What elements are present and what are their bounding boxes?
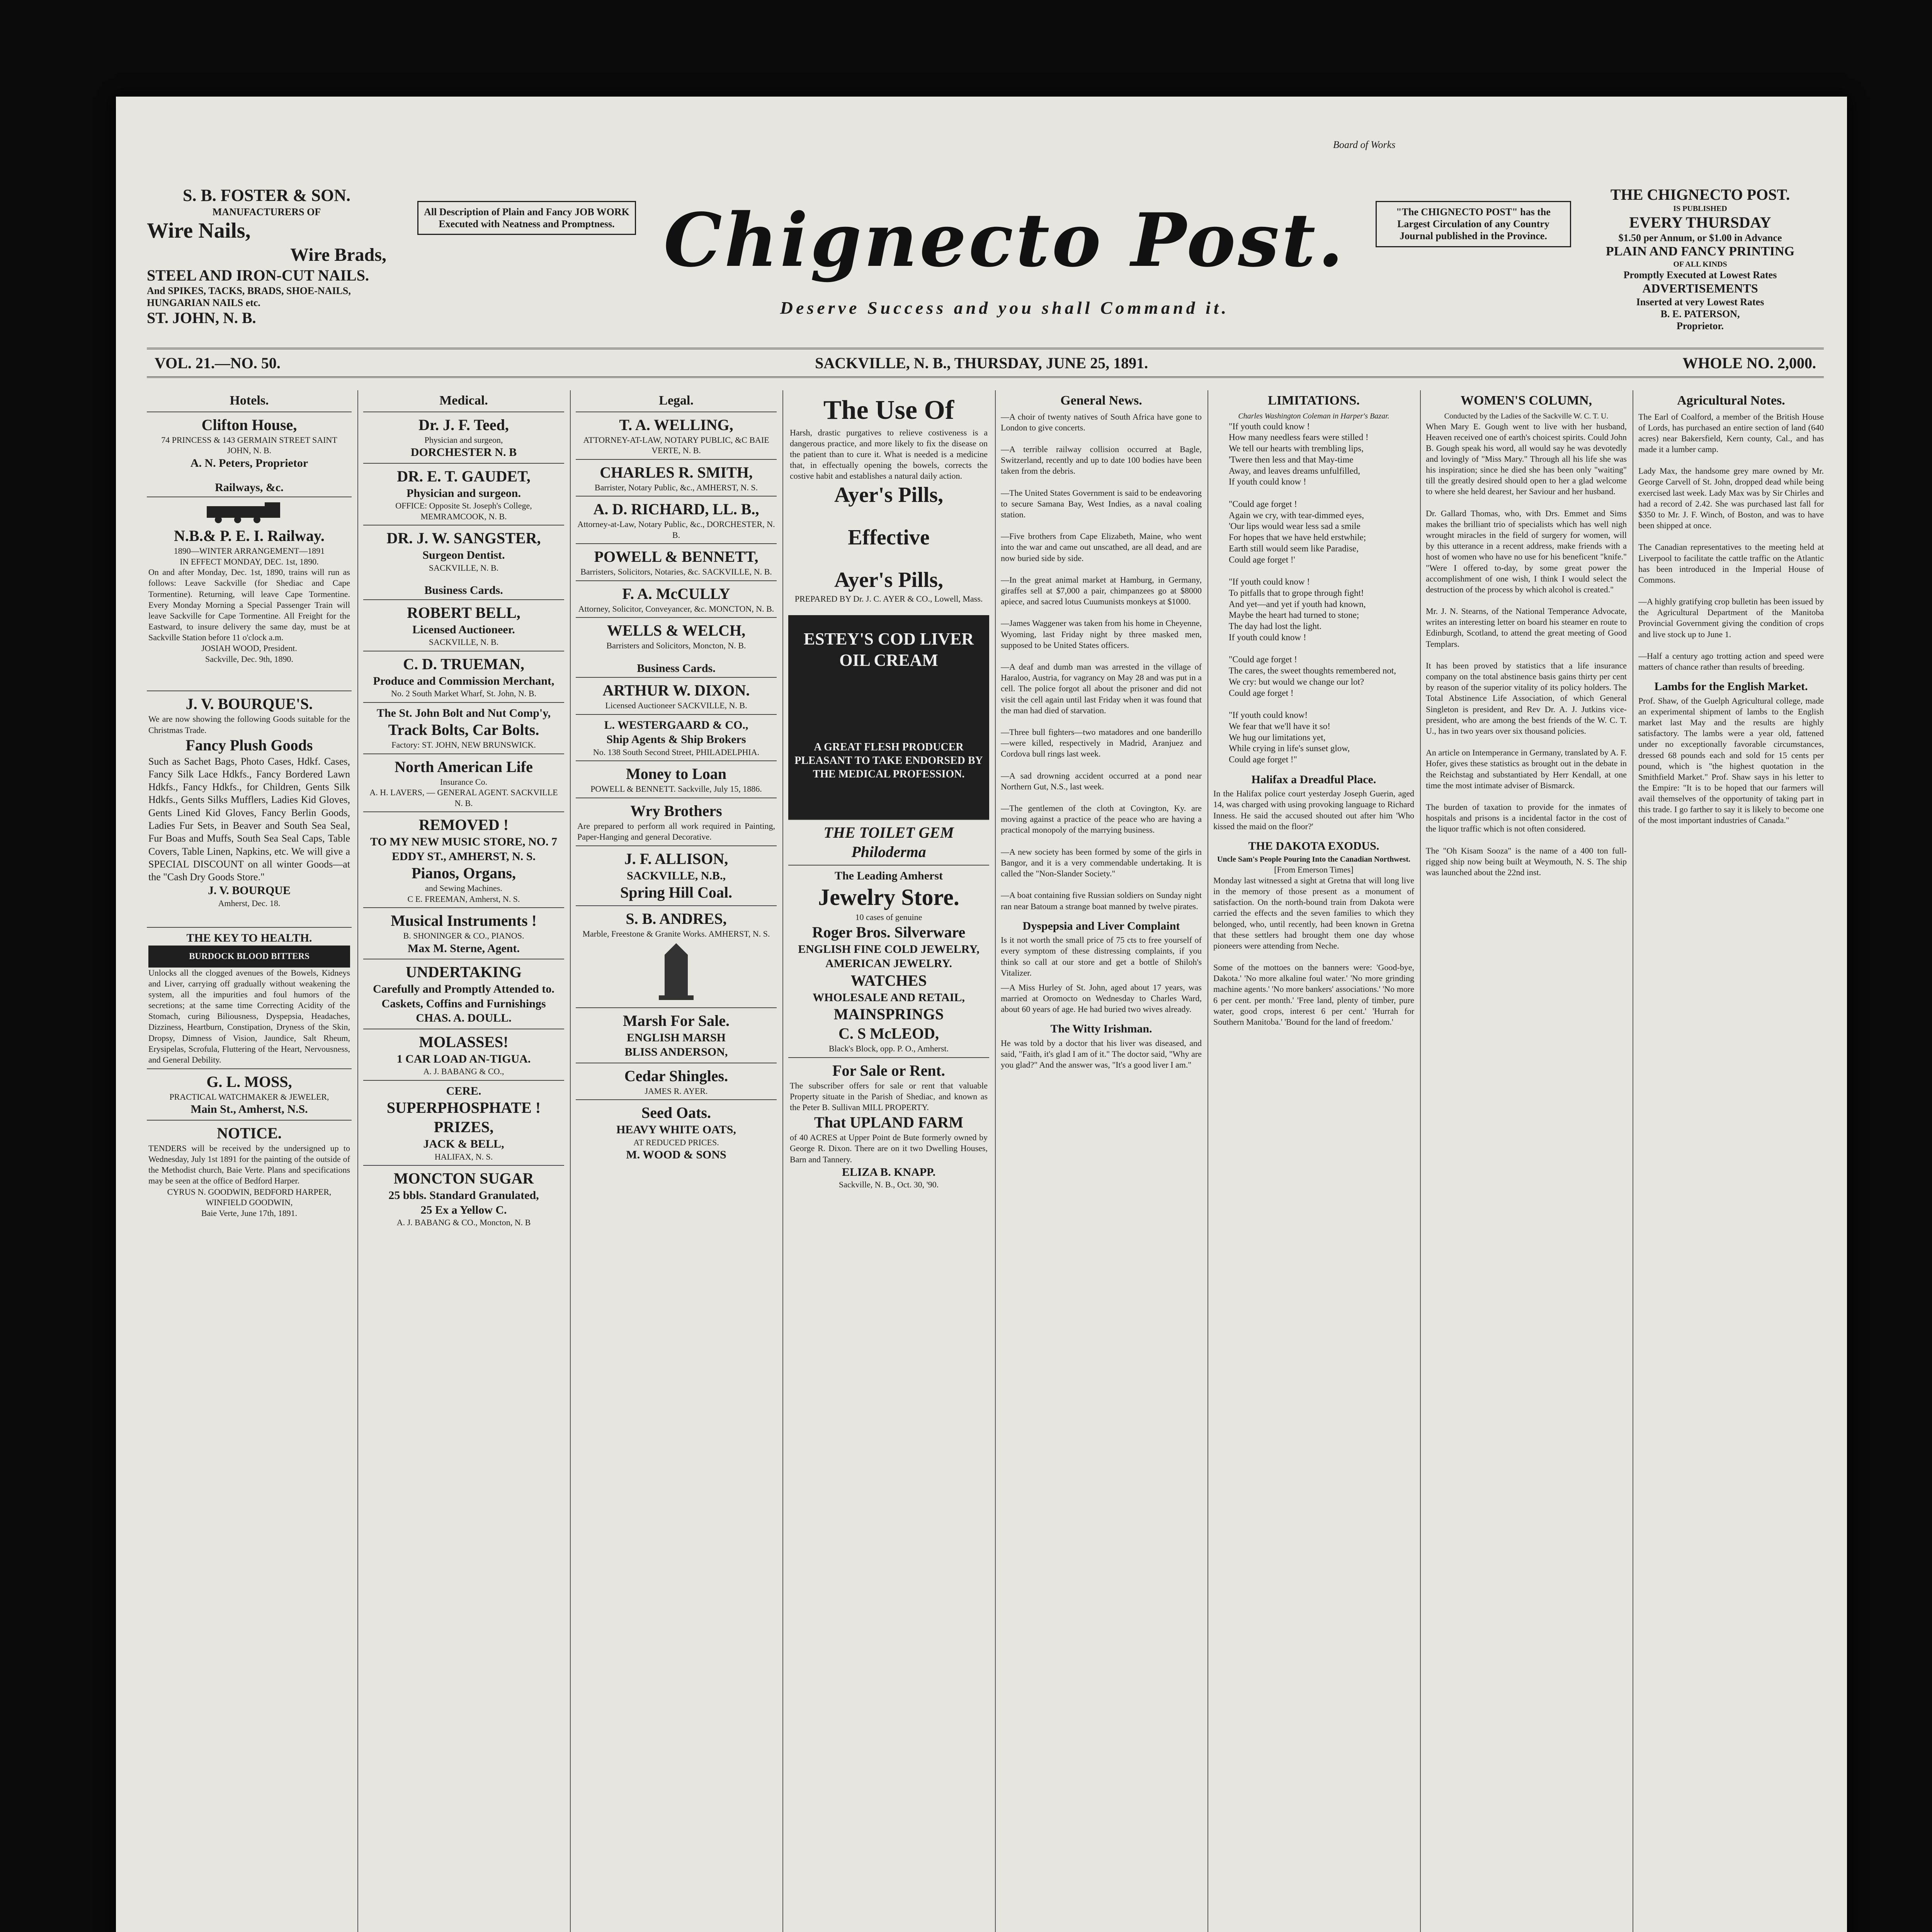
railway-text: On and after Monday, Dec. 1st, 1890, trains will run as follows: Leave Sackville (for Shediac and Cape Tormentine). Returning, will leave Cape Tormentine. Every Monday Morning a Special Passenger Train will leave Sackville for Cape Tormentine. All Freight for the Eastward, to insure delivery the same day, must be at Sackville Station before 11 o'clock a.m. bbox=[148, 567, 350, 643]
hotel-address: 74 PRINCESS & 143 GERMAIN STREET SAINT JOHN, N. B. bbox=[161, 435, 337, 455]
bell-sub: Licensed Auctioneer. bbox=[412, 623, 515, 636]
moncton-heading: MONCTON SUGAR bbox=[393, 1170, 534, 1187]
jewelry-head: The Leading Amherst bbox=[834, 869, 943, 882]
marsh-card bbox=[576, 1007, 777, 1063]
masthead-title: Chignecto Post. bbox=[663, 197, 1346, 283]
poem-byline: Charles Washington Coleman in Harper's Bazar. bbox=[1238, 412, 1389, 420]
right-ear-line9: B. E. PATERSON, bbox=[1660, 308, 1740, 320]
undertaking-heading: UNDERTAKING bbox=[405, 963, 522, 981]
right-ear-line1: IS PUBLISHED bbox=[1673, 204, 1727, 213]
oats-card bbox=[576, 1099, 777, 1165]
wells-sub: Barristers and Solicitors, Moncton, N. B. bbox=[606, 641, 746, 650]
foster-line2: Wire Nails, bbox=[147, 218, 251, 243]
burdock-banner: BURDOCK BLOOD BITTERS bbox=[148, 946, 350, 968]
poem-text: "If youth could know ! How many needless fears were stilled ! We tell our hearts with trembling lips, 'Twere then less and that May-time Away, and leaves dreams unfulfilled, If youth could know ! "Could age forget ! Again we cry, with tear-dimmed eyes, 'Our lips would wear less sad a smile For hopes that we have held erstwhile; Earth still would seem like Paradise, Could age forget !' "If youth could know ! To pitfalls that to grope through fight! And yet—and yet if youth had known, Maybe the heart had turned to stone; The day had lost the light. If youth could know ! "Could age forget ! The cares, the sweet thoughts remembered not, We cry: but would we change our lot? Could age forget ! "If youth could know! We fear that we'll have it so! We hug our limitations yet, While crying in life's sunset glow, Could age forget !" bbox=[1229, 421, 1396, 764]
moncton-sub2: 25 Ex a Yellow C. bbox=[420, 1203, 507, 1216]
gaudet-card bbox=[363, 463, 564, 525]
cedar-heading: Cedar Shingles. bbox=[624, 1067, 728, 1085]
farm-text: of 40 ACRES at Upper Point de Bute formerly owned by George R. Dixon. There are on it two Dwelling Houses, Barn and Tannery. bbox=[790, 1133, 988, 1164]
shingles-card bbox=[576, 1063, 777, 1100]
marsh-heading: Marsh For Sale. bbox=[623, 1012, 730, 1029]
notice-date: Baie Verte, June 17th, 1891. bbox=[201, 1208, 298, 1218]
cere-line: CERE. bbox=[446, 1084, 481, 1097]
job-work-notice: All Description of Plain and Fancy JOB WORK Executed with Neatness and Promptness. bbox=[417, 201, 636, 235]
plush-heading: Fancy Plush Goods bbox=[185, 736, 313, 754]
powell-name: POWELL & BENNETT, bbox=[594, 548, 759, 565]
oats-sub: AT REDUCED PRICES. bbox=[633, 1137, 719, 1147]
andres-card bbox=[576, 905, 777, 1007]
welling-card bbox=[576, 412, 777, 459]
bolt-sub: Track Bolts, Car Bolts. bbox=[388, 721, 539, 738]
molasses-card bbox=[363, 1029, 564, 1080]
locomotive-icon bbox=[199, 500, 299, 524]
whole-number: WHOLE NO. 2,000. bbox=[1682, 354, 1816, 372]
board-of-works-note: Board of Works bbox=[1333, 139, 1396, 150]
railways-heading: Railways, &c. bbox=[215, 481, 284, 494]
sangster-name: DR. J. W. SANGSTER, bbox=[386, 529, 541, 547]
hurley-text: —A Miss Hurley of St. John, aged about 17 years, was married at Oromocto on Wednesday to Charles Ward, about 60 years of age. He had buried two wives already. bbox=[1001, 982, 1202, 1014]
philoderma-ad bbox=[788, 819, 989, 865]
right-ear-line4: PLAIN AND FANCY PRINTING bbox=[1605, 244, 1795, 259]
masthead-motto: Deserve Success and you shall Command it. bbox=[780, 298, 1230, 318]
richard-name: A. D. RICHARD, LL. B., bbox=[593, 500, 759, 518]
andres-name: S. B. ANDRES, bbox=[626, 910, 727, 928]
dateline-bar bbox=[147, 348, 1824, 378]
railway-effect: IN EFFECT MONDAY, DEC. 1st, 1890. bbox=[180, 556, 319, 566]
jack-bell: JACK & BELL, bbox=[423, 1138, 504, 1150]
life-sub: Insurance Co. bbox=[440, 777, 488, 787]
right-ear-line10: Proprietor. bbox=[1676, 320, 1724, 332]
moss-address: Main St., Amherst, N.S. bbox=[190, 1103, 308, 1116]
teed-card bbox=[363, 412, 564, 463]
effective-heading: Effective bbox=[848, 526, 930, 550]
dakota-text: Monday last witnessed a sight at Gretna that will long live in the memory of those present as a monument of satisfaction. On the north-bound train from Dakota were carried the effects and the seven families to which they belonged, who, until recently, had been known in Gretna that these settlers had brought them one day whose pioneers were attending from Neche. Some of the mottoes on the banners were: 'Good-bye, Dakota.' 'No more alkaline foul water.' 'No more grinding machine agents.' 'No more bankers' associations.' 'No more 6 per cent. per month.' 'Free land, plenty of timber, pure water, good crops, interest 6 per cent.' 'Hurrah for Southern Manitoba.' 'Bound for the land of freedom.' bbox=[1213, 875, 1414, 1027]
use-of-heading: The Use Of bbox=[823, 395, 954, 425]
mccully-card bbox=[576, 580, 777, 617]
life-card bbox=[363, 753, 564, 812]
trueman-sub: Produce and Commission Merchant, bbox=[373, 674, 554, 687]
notice-ad bbox=[147, 1120, 352, 1221]
column-rule bbox=[995, 390, 996, 1932]
westergaard-sub: Ship Agents & Ship Brokers bbox=[606, 733, 746, 746]
right-ear-line2: EVERY THURSDAY bbox=[1629, 214, 1771, 231]
agricultural-text: The Earl of Coalford, a member of the British House of Lords, has purchased an entire section of land (640 acres) near Bakersfield, Kern county, Cal., and has made it a lumber camp. Lady Max, the handsome grey mare owned by Mr. George Carvell of St. John, dropped dead while being exercised last week. Lady Max was by Sir Chirles and had a record of 2.42. She was purchased last fall for $350 to Mr. J. F. Winch, of Boston, and was to have been shipped at once. The Canadian representatives to the meeting held at Liverpool to facilitate the cattle traffic on the Atlantic has been introduced in the Imperial House of Commons. —A highly gratifying crop bulletin has been issued by the Agricultural Department of the Manitoba Provincial Government giving the condition of crops and live stock up to June 1. —Half a century ago trotting action and speed were matters of chance rather than results of breeding. bbox=[1638, 412, 1824, 672]
watches-sub: WHOLESALE AND RETAIL, bbox=[813, 991, 965, 1004]
moncton-sign: A. J. BABANG & CO., Moncton, N. B bbox=[396, 1218, 531, 1227]
dixon-name: ARTHUR W. DIXON. bbox=[602, 682, 750, 699]
sale-heading: For Sale or Rent. bbox=[832, 1061, 945, 1079]
money-sub: POWELL & BENNETT. Sackville, July 15, 1886. bbox=[590, 784, 762, 794]
dixon-sub: Licensed Auctioneer SACKVILLE, N. B. bbox=[605, 701, 747, 710]
notice-heading: NOTICE. bbox=[217, 1124, 282, 1142]
halifax-heading: Halifax a Dreadful Place. bbox=[1251, 773, 1376, 786]
monument-icon bbox=[653, 939, 699, 1001]
business-cards-heading: Business Cards. bbox=[424, 584, 503, 597]
removed-heading: REMOVED ! bbox=[418, 816, 509, 833]
hotel-name: Clifton House, bbox=[201, 416, 297, 434]
mccully-sub: Attorney, Solicitor, Conveyancer, &c. MONCTON, N. B. bbox=[578, 604, 774, 614]
dakota-heading: THE DAKOTA EXODUS. bbox=[1248, 839, 1379, 852]
right-ear-line7: ADVERTISEMENTS bbox=[1642, 281, 1758, 296]
right-ear-line5: OF ALL KINDS bbox=[1673, 260, 1727, 269]
womens-heading: WOMEN'S COLUMN, bbox=[1461, 393, 1592, 408]
bliss-anderson: BLISS ANDERSON, bbox=[624, 1046, 728, 1059]
knapp-sign: ELIZA B. KNAPP. bbox=[842, 1165, 936, 1179]
column-5-general-news bbox=[1001, 390, 1202, 1932]
foster-firm: S. B. FOSTER & SON. bbox=[183, 186, 350, 205]
health-heading: THE KEY TO HEALTH. bbox=[186, 932, 312, 945]
column-6-limitations bbox=[1213, 390, 1414, 1932]
mccully-name: F. A. McCULLY bbox=[622, 585, 730, 602]
jewelry-title: Jewelry Store. bbox=[818, 884, 959, 910]
foster-line1: MANUFACTURERS OF bbox=[212, 206, 321, 218]
lambs-text: Prof. Shaw, of the Guelph Agricultural college, made an experimental shipment of lambs to the English market last May and the results are highly satisfactory. The lambs were a year old, fattened under no exceptionally favorable circumstances, dressed 68 pounds each and sold for 15 cents per pound, which is "the highest quotation in the Smithfield Market." Prof. Shaw says in his letter to the Empire: "It is to be hoped that our farmers will avail themselves of the opportunity of taking part in this trade. I go farther to say it is likely to become one of the most important industries of Canada." bbox=[1638, 696, 1824, 825]
jack-place: HALIFAX, N. S. bbox=[434, 1151, 493, 1162]
burdock-ad bbox=[147, 927, 352, 1068]
moss-title: PRACTICAL WATCHMAKER & JEWELER, bbox=[169, 1092, 329, 1102]
smith-name: CHARLES R. SMITH, bbox=[600, 463, 753, 481]
andres-sub: Marble, Freestone & Granite Works. AMHERST, N. S. bbox=[582, 929, 770, 939]
mcleod-name: C. S McLEOD, bbox=[838, 1025, 939, 1043]
womens-text: When Mary E. Gough went to live with her husband, Heaven received one of earth's choicest spirits. Could John B. Gough speak his word, all would say he was devotedly and lovingly of "Miss Mary." Through all his life she was his inspiration; since he died she has been only "waiting" till the greatly desired should open to her a glad welcome to where she held dearest, her Saviour and her husband. Dr. Gallard Thomas, who, with Drs. Emmet and Sims makes the brilliant trio of specialists which has well nigh wrought miracles in the field of surgery for women, will by this utterance in a recent address, make friends with a host of women who have no use for his beneficent "knife." "Were I offered to-day, by some great power the accomplishment of one wish, I think I would select the destruction of the process by which alcohol is created." Mr. J. N. Stearns, of the National Temperance Advocate, writes an interesting letter on board his steamer en route to Edinburgh, Scotland, to attend the great meeting of Good Templars. It has been proved by statistics that a life insurance company on the total abstinence basis gains thirty per cent by reason of the superior vitality of its policy holders. The Total Abstinence Life Association, of which General Singleton is president, and Rev Dr. A. J. Jutkins vice-president, who are among the best friends of the W. C. T. U., has in two years over six thousand policies. An article on Intemperance in Germany, translated by A. F. Hofer, gives these statistics as brought out in the debate in the Reichstag and substantiated by Herr Kendall, at one time the most intimate adviser of Bismarck. The burden of taxation to provide for the inmates of hospitals and prisons is a incidental factor in the cost of the liquor traffic which is not often considered. The "Oh Kisam Sooza" is the name of a 400 ton full-rigged ship now being built at Weymouth, N. S. The ship was launched about the 22nd inst. bbox=[1426, 421, 1627, 877]
plush-text: Such as Sachet Bags, Photo Cases, Hdkf. Cases, Fancy Silk Lace Hdkfs., Fancy Bordered Lawn Hdkfs., Fancy Hdkfs., for Children, Gents Silk Hdkfs., Gents Silks Mufflers, Ladies Kid Gloves, Gents Lined Kid Gloves, Fancy Berlin Goods, Ladies Fur Sets, in Beaver and South Sea Seal, Fur Boas and Muffs, South Sea Seal Caps, Table Covers, Table Linen, Napkins, etc. We will give a SPECIAL DISCOUNT on all winter Goods—at the "Cash Dry Goods Store." bbox=[148, 755, 350, 883]
sangster-card bbox=[363, 525, 564, 576]
jewelry-store-ad bbox=[788, 865, 989, 1057]
music-heading: Musical Instruments ! bbox=[391, 912, 537, 929]
english-marsh: ENGLISH MARSH bbox=[627, 1031, 726, 1044]
mainsprings-heading: MAINSPRINGS bbox=[833, 1005, 944, 1023]
bourque-name: J. V. BOURQUE'S. bbox=[185, 695, 313, 713]
shoninger-line: B. SHONINGER & CO., PIANOS. bbox=[403, 931, 524, 940]
business-cards-heading: Business Cards. bbox=[637, 662, 716, 675]
sale-rent-ad bbox=[788, 1057, 989, 1193]
teed-sub: Physician and surgeon, bbox=[424, 435, 503, 445]
superphosphate-card bbox=[363, 1080, 564, 1165]
dixon-card bbox=[576, 677, 777, 714]
life-agent: A. H. LAVERS, — GENERAL AGENT. SACKVILLE N. B. bbox=[369, 787, 558, 808]
ayer-sign: JAMES R. AYER. bbox=[645, 1086, 708, 1096]
dakota-source: [From Emerson Times] bbox=[1274, 865, 1354, 875]
sale-text: The subscriber offers for sale or rent that valuable Property situate in the Parish of Shediac, and known as the Peter B. Sullivan MILL PROPERTY. bbox=[790, 1080, 988, 1112]
pills-heading-2: Ayer's Pills, bbox=[834, 568, 944, 592]
volume-number: VOL. 21.—NO. 50. bbox=[155, 354, 281, 372]
left-ear-advert bbox=[147, 185, 386, 327]
ayers-pills-ad bbox=[788, 390, 989, 607]
right-ear-line6: Promptly Executed at Lowest Rates bbox=[1623, 269, 1777, 281]
sangster-place: SACKVILLE, N. B. bbox=[429, 563, 499, 573]
railway-ad bbox=[147, 497, 352, 668]
right-ear-title: THE CHIGNECTO POST. bbox=[1610, 186, 1790, 203]
money-card bbox=[576, 760, 777, 798]
westergaard-card bbox=[576, 714, 777, 761]
moncton-sugar-card bbox=[363, 1165, 564, 1231]
gaudet-name: DR. E. T. GAUDET, bbox=[397, 467, 531, 485]
music-card bbox=[363, 907, 564, 959]
allison-card bbox=[576, 845, 777, 906]
caskets-line: Caskets, Coffins and Furnishings bbox=[381, 997, 546, 1010]
moss-ad bbox=[147, 1068, 352, 1120]
pianos-heading: Pianos, Organs, bbox=[411, 864, 516, 882]
general-news-text: —A choir of twenty natives of South Africa have gone to London to give concerts. —A terrible railway collision occurred at Bagle, Switzerland, recently and up to date 100 bodies have been taken from the debris. —The United States Government is said to be endeavoring to secure Samana Bay, West Indies, as a naval coaling station. —Five brothers from Cape Elizabeth, Maine, who went into the war and came out unscathed, are all dead, and are now buried side by side. —In the great animal market at Hamburg, in Germany, giraffes sell at $7,000 a pair, chimpanzees go at $8000 apiece, and sacred lotus Cuumunists monkeys at $1000. —James Waggener was taken from his home in Cheyenne, Wyoming, last Friday night by three masked men, supposed to be United States officers. —A deaf and dumb man was arrested in the village of Haraloo, Austria, for vagrancy on May 28 and was put in a cell. The police forgot all about the prisoner and did not visit the cell again until last Friday when it was found that the man had died of starvation. —Three bull fighters—two matadores and one banderillo—were killed, respectively in Madrid, Aranjuez and Cordova bull rings last week. —A sad drowning accident occurred at a pond near Northern Gut, N.S., last week. —The gentlemen of the cloth at Covington, Ky. are moving against a practice of the peace who are having a practical monopoly of the marrying business. —A new society has been formed by some of the girls in Bangor, and it is a very commendable undertaking. It is called the "Non-Slander Society." —A boat containing five Russian soldiers on Sunday night ran near Batoum a strange boat manned by twelve pirates. bbox=[1001, 412, 1202, 911]
allison-sub: SACKVILLE, N.B., bbox=[627, 869, 726, 882]
railway-sign: JOSIAH WOOD, President. bbox=[201, 643, 297, 653]
trueman-address: No. 2 South Market Wharf, St. John, N. B. bbox=[391, 689, 537, 698]
wry-card bbox=[576, 798, 777, 845]
column-rule bbox=[782, 390, 783, 1932]
bolt-name: The St. John Bolt and Nut Comp'y, bbox=[376, 706, 551, 719]
sangster-sub: Surgeon Dentist. bbox=[422, 549, 505, 561]
right-ear-advert bbox=[1580, 185, 1820, 332]
philoderma-title: THE TOILET GEM Philoderma bbox=[823, 823, 954, 861]
mcleod-sub: Black's Block, opp. P. O., Amherst. bbox=[828, 1044, 949, 1054]
teed-name: Dr. J. F. Teed, bbox=[418, 416, 509, 434]
limitations-heading: LIMITATIONS. bbox=[1268, 393, 1360, 408]
wells-name: WELLS & WELCH, bbox=[607, 622, 746, 639]
rogers-line: Roger Bros. Silverware bbox=[812, 923, 966, 941]
column-8-agricultural bbox=[1638, 390, 1824, 1932]
allison-name: J. F. ALLISON, bbox=[624, 850, 728, 867]
legal-heading: Legal. bbox=[659, 393, 694, 408]
column-3-adverts bbox=[576, 390, 777, 1932]
coal-heading: Spring Hill Coal. bbox=[620, 884, 733, 901]
hotels-heading: Hotels. bbox=[230, 393, 269, 408]
right-ear-line3: $1.50 per Annum, or $1.00 in Advance bbox=[1618, 232, 1782, 243]
bolt-card bbox=[363, 702, 564, 753]
bell-name: ROBERT BELL, bbox=[407, 604, 520, 621]
doull-sign: CHAS. A. DOULL. bbox=[416, 1012, 512, 1024]
column-2-adverts bbox=[363, 390, 564, 1932]
powell-card bbox=[576, 543, 777, 580]
railway-schedule: 1890—WINTER ARRANGEMENT—1891 bbox=[173, 546, 325, 556]
railway-date: Sackville, Dec. 9th, 1890. bbox=[205, 654, 293, 664]
farm-heading: That UPLAND FARM bbox=[814, 1114, 963, 1131]
circulation-notice: "The CHIGNECTO POST" has the Largest Circulation of any Country Journal published in the Province. bbox=[1376, 201, 1571, 247]
column-rule bbox=[1420, 390, 1421, 1932]
wells-card bbox=[576, 617, 777, 654]
bolt-address: Factory: ST. JOHN, NEW BRUNSWICK. bbox=[391, 740, 536, 750]
bourque-place: Amherst, Dec. 18. bbox=[218, 898, 281, 908]
westergaard-address: No. 138 South Second Street, PHILADELPHIA. bbox=[593, 747, 760, 757]
powell-sub: Barristers, Solicitors, Notaries, &c. SACKVILLE, N. B. bbox=[580, 567, 772, 577]
watches-heading: WATCHES bbox=[850, 971, 927, 989]
lambs-heading: Lambs for the English Market. bbox=[1654, 680, 1808, 693]
bourque-text: We are now showing the following Goods suitable for the Christmas Trade. bbox=[148, 714, 350, 735]
wry-heading: Wry Brothers bbox=[630, 802, 722, 820]
pills-heading: Ayer's Pills, bbox=[834, 483, 944, 507]
seed-heading: Seed Oats. bbox=[641, 1104, 711, 1122]
molasses-heading: MOLASSES! bbox=[419, 1033, 509, 1051]
superphosphate-heading: SUPERPHOSPHATE ! bbox=[386, 1099, 541, 1116]
removed-card bbox=[363, 811, 564, 907]
foster-line4: STEEL AND IRON-CUT NAILS. bbox=[147, 266, 369, 284]
hotel-proprietor: A. N. Peters, Proprietor bbox=[190, 456, 308, 469]
teed-place: DORCHESTER N. B bbox=[410, 446, 517, 459]
life-name: North American Life bbox=[395, 758, 533, 776]
sterne-agent: Max M. Sterne, Agent. bbox=[408, 942, 520, 955]
richard-card bbox=[576, 496, 777, 543]
estey-cod-liver-oil-ad bbox=[788, 615, 989, 819]
halifax-text: In the Halifax police court yesterday Joseph Guerin, aged 14, was charged with using provoking language to Richard Inness. He said the accused shouted out after him 'Who kissed the maid on the floor?' bbox=[1213, 789, 1414, 831]
smith-sub: Barrister, Notary Public, &c., AMHERST, N. S. bbox=[594, 482, 758, 492]
gaudet-office: OFFICE: Opposite St. Joseph's College, MEMRAMCOOK, N. B. bbox=[395, 501, 532, 521]
notice-text: TENDERS will be received by the undersigned up to Wednesday, July 1st 1891 for the painting of the outside of the Methodist church, Baie Verte. Plans and specifications may be seen at the office of Bedford Harper. bbox=[148, 1143, 350, 1186]
agricultural-heading: Agricultural Notes. bbox=[1677, 393, 1785, 408]
masthead-area bbox=[116, 97, 1847, 375]
column-rule bbox=[570, 390, 571, 1932]
foster-line6: ST. JOHN, N. B. bbox=[147, 309, 256, 327]
oats-line: HEAVY WHITE OATS, bbox=[616, 1123, 736, 1136]
trueman-name: C. D. TRUEMAN, bbox=[403, 655, 524, 673]
gaudet-sub: Physician and surgeon. bbox=[406, 486, 521, 500]
freeman-sign: C E. FREEMAN, Amherst, N. S. bbox=[407, 894, 520, 904]
estey-title: ESTEY'S COD LIVER OIL CREAM bbox=[803, 629, 974, 670]
railway-name: N.B.& P. E. I. Railway. bbox=[174, 527, 325, 545]
dyspepsia-heading: Dyspepsia and Liver Complaint bbox=[1022, 919, 1180, 932]
clifton-house-ad bbox=[147, 412, 352, 474]
trueman-card bbox=[363, 651, 564, 702]
bourque-ad bbox=[147, 690, 352, 912]
issue-date: SACKVILLE, N. B., THURSDAY, JUNE 25, 1891. bbox=[815, 354, 1148, 372]
moss-name: G. L. MOSS, bbox=[206, 1073, 292, 1090]
dyspepsia-text: Is it not worth the small price of 75 cts to free yourself of every symptom of these distressing complaints, if you think so call at our store and get a bottle of Shiloh's Vitalizer. bbox=[1001, 935, 1202, 978]
knapp-date: Sackville, N. B., Oct. 30, '90. bbox=[838, 1180, 939, 1190]
dakota-subheading: Uncle Sam's People Pouring Into the Canadian Northwest. bbox=[1217, 855, 1410, 864]
womens-byline: Conducted by the Ladies of the Sackville W. C. T. U. bbox=[1444, 412, 1609, 420]
babang-sign: A. J. BABANG & CO., bbox=[423, 1066, 504, 1076]
moncton-sub: 25 bbls. Standard Granulated, bbox=[388, 1189, 539, 1202]
bell-place: SACKVILLE, N. B. bbox=[429, 637, 499, 647]
estey-sub: A GREAT FLESH PRODUCER PLEASANT TO TAKE ENDORSED BY THE MEDICAL PROFESSION. bbox=[794, 741, 983, 780]
burdock-text: Unlocks all the clogged avenues of the Bowels, Kidneys and Liver, carrying off gradually without weakening the system, all the impurities and foul humors of the secretions; at the same time Correcting Acidity of the Stomach, curing Biliousness, Dyspepsia, Headaches, Dizziness, Heartburn, Constipation, Dryness of the Skin, Dropsy, Dimness of Vision, Jaundice, Salt Rheum, Erysipelas, Scrofula, Fluttering of the Heart, Nervousness, and General Debility. bbox=[148, 968, 350, 1065]
welling-name: T. A. WELLING, bbox=[619, 416, 733, 434]
column-7-womens bbox=[1426, 390, 1627, 1932]
column-4-adverts bbox=[788, 390, 989, 1932]
undertaking-card bbox=[363, 959, 564, 1029]
cases-line: 10 cases of genuine bbox=[855, 912, 922, 922]
foster-line5: And SPIKES, TACKS, BRADS, SHOE-NAILS, HUNGARIAN NAILS etc. bbox=[147, 285, 351, 308]
westergaard-name: L. WESTERGAARD & CO., bbox=[604, 718, 748, 731]
prepared-by: PREPARED BY Dr. J. C. AYER & CO., Lowell, Mass. bbox=[794, 594, 983, 604]
undertaking-sub: Carefully and Promptly Attended to. bbox=[373, 983, 554, 995]
welling-sub: ATTORNEY-AT-LAW, NOTARY PUBLIC, &C BAIE VERTE, N. B. bbox=[583, 435, 769, 455]
foster-line3: Wire Brads, bbox=[290, 245, 386, 265]
use-of-text: Harsh, drastic purgatives to relieve costiveness is a dangerous practice, and more likely to fix the disease on the patient than to cure it. What is needed is a medicine that, in effectually opening the bowels, corrects the costive habit and establishes a natural daily action. bbox=[790, 427, 988, 481]
irishman-text: He was told by a doctor that his liver was diseased, and said, "Faith, it's glad I am of it." The doctor said, "Why are you glad?" And the answer was, "It's a good liver I am." bbox=[1001, 1038, 1202, 1070]
newspaper-page bbox=[116, 97, 1847, 1932]
prizes-line: PRIZES, bbox=[434, 1118, 494, 1136]
general-news-heading: General News. bbox=[1060, 393, 1142, 408]
notice-sign: CYRUS N. GOODWIN, BEDFORD HARPER, WINFIELD GOODWIN, bbox=[167, 1187, 332, 1208]
wry-text: Are prepared to perform all work required in Painting, Paper-Hanging and general Decorative. bbox=[577, 821, 775, 842]
irishman-heading: The Witty Irishman. bbox=[1050, 1022, 1152, 1036]
removed-sub: TO MY NEW MUSIC STORE, NO. 7 EDDY ST., AMHERST, N. S. bbox=[370, 835, 557, 863]
richard-sub: Attorney-at-Law, Notary Public, &c., DORCHESTER, N. B. bbox=[577, 519, 775, 540]
smith-card bbox=[576, 459, 777, 496]
column-rule bbox=[357, 390, 358, 1932]
right-ear-line8: Inserted at very Lowest Rates bbox=[1636, 296, 1764, 308]
molasses-sub: 1 CAR LOAD AN-TIGUA. bbox=[396, 1052, 531, 1065]
bell-card bbox=[363, 599, 564, 651]
gold-line: ENGLISH FINE COLD JEWELRY, AMERICAN JEWELRY. bbox=[798, 942, 980, 970]
pianos-sub: and Sewing Machines. bbox=[425, 883, 502, 893]
money-heading: Money to Loan bbox=[626, 765, 726, 782]
bourque-sign: J. V. BOURQUE bbox=[208, 884, 291, 897]
column-1-adverts bbox=[147, 390, 352, 1932]
medical-heading: Medical. bbox=[439, 393, 488, 408]
wood-sign: M. WOOD & SONS bbox=[626, 1148, 726, 1162]
